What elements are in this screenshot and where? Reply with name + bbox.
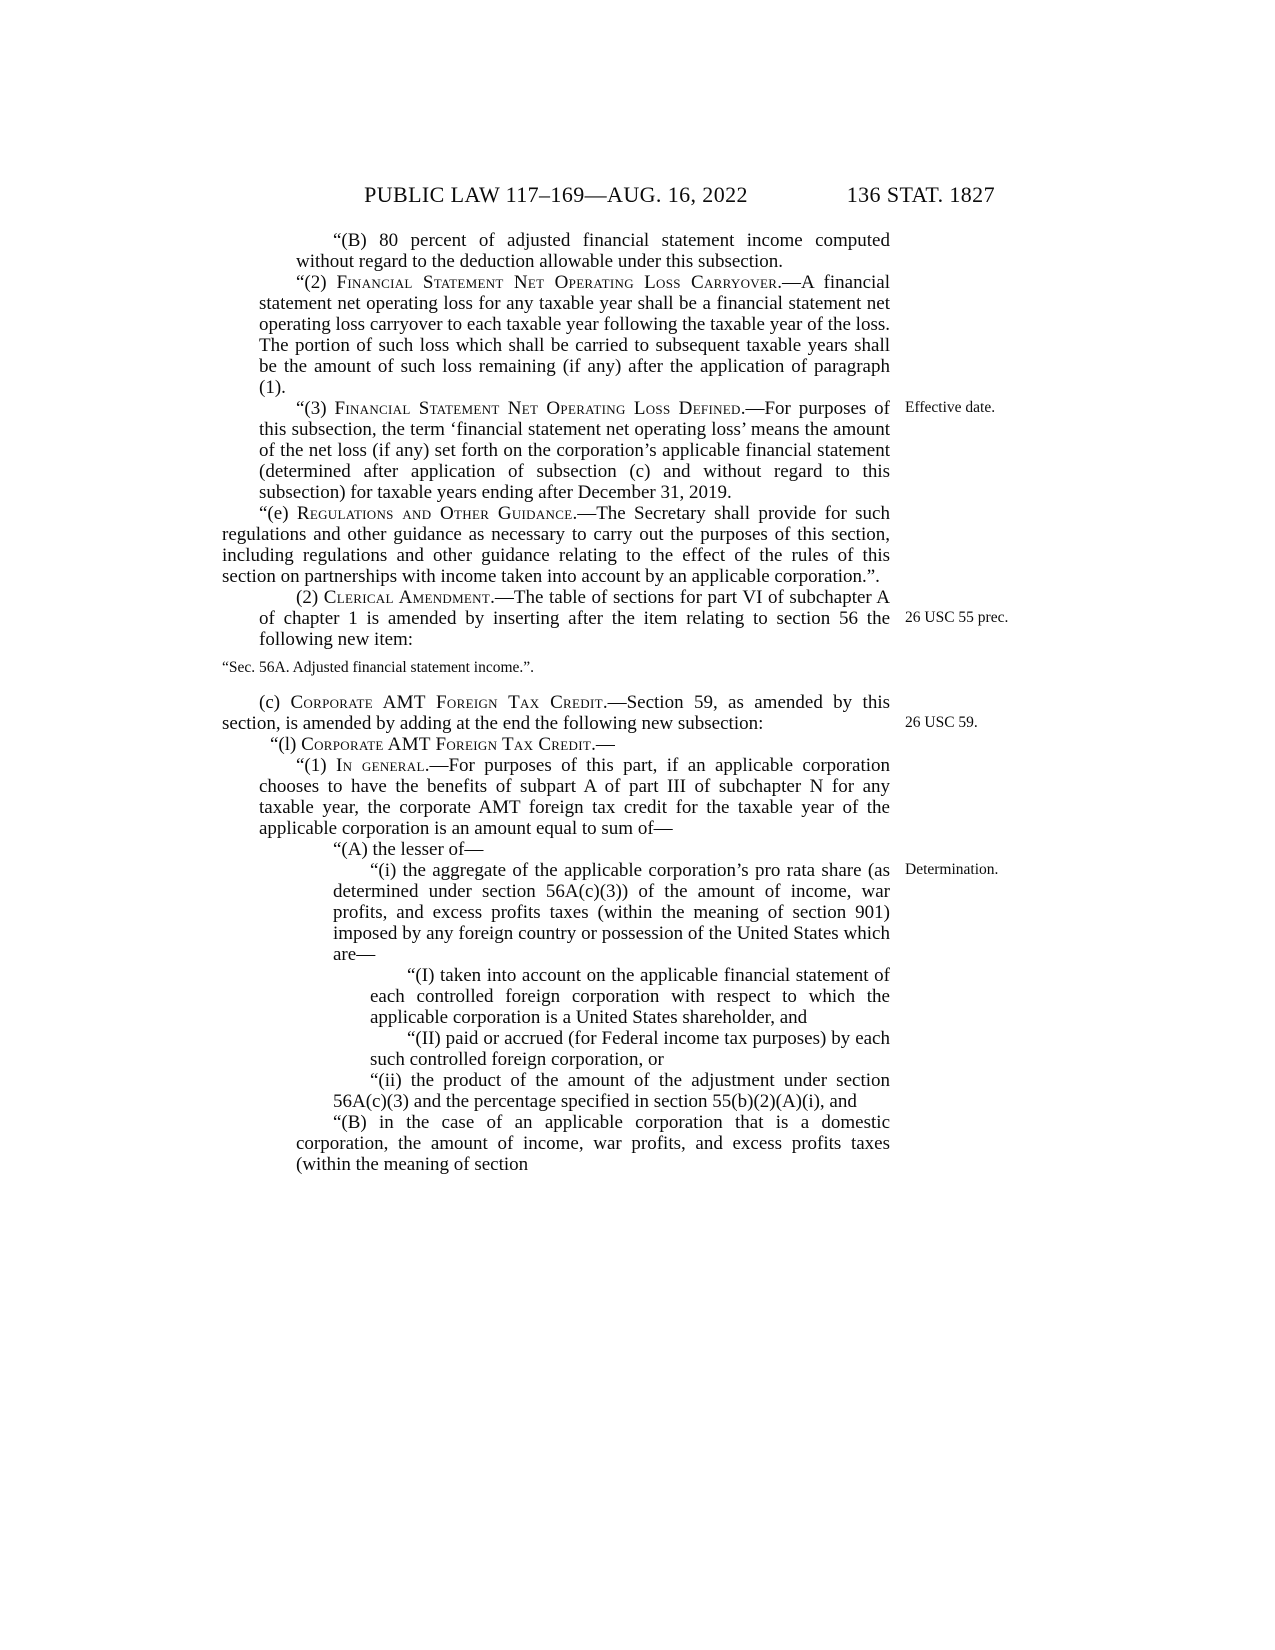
subparagraph-A-lesser-of <box>296 839 890 860</box>
paragraph-1-in-general <box>259 755 890 839</box>
margin-note-26-usc-59: 26 USC 59. <box>905 714 978 731</box>
subparagraph-B-afsi <box>296 230 890 272</box>
clause-i-aggregate <box>333 860 999 965</box>
text-run: .— <box>591 734 615 755</box>
text-run: “(II) paid or accrued (for Federal income tax purposes) by each such controlled foreign corporation, or <box>370 1028 890 1070</box>
smallcaps-heading: Corporate AMT Foreign Tax Credit <box>290 692 603 713</box>
text-run: “(2) <box>296 272 337 293</box>
margin-note-effective-date: Effective date. <box>905 399 996 416</box>
paragraph-2-clerical-amendment <box>259 587 1009 650</box>
text-run: .—For purposes of this part, if an applicable corporation chooses to have the benefits of subpart A of part III of subchapter N for any taxable year, the corporate AMT foreign tax credit for the taxable year of the applicable corporation is an amount equal to sum of— <box>259 755 890 839</box>
text-run: (2) <box>296 587 324 608</box>
text-run: .—Section 59, as amended by this section, is amended by adding at the end the following new subsection: <box>222 692 890 734</box>
subclause-II-paid-or-accrued <box>370 1028 890 1070</box>
smallcaps-heading: Clerical Amendment <box>323 587 491 608</box>
smallcaps-heading: In general <box>335 755 425 776</box>
clause-ii-product <box>333 1070 890 1112</box>
smallcaps-heading: Corporate AMT Foreign Tax Credit <box>301 734 592 755</box>
text-run: .—For purposes of this subsection, the term ‘financial statement net operating loss’ means the amount of the net loss (if any) set forth on the corporation’s applicable financial statement (determined after application of subsection (c) and without regard to this subsection) for taxable years ending after December 31, 2019. <box>259 398 890 503</box>
subsection-c-corporate-amt-ftc <box>222 692 978 734</box>
text-run: “(I) taken into account on the applicable financial statement of each controlled foreign corporation with respect to which the applicable corporation is a United States shareholder, and <box>370 965 890 1028</box>
text-run: “(B) 80 percent of adjusted financial statement income computed without regard to the deduction allowable under this subsection. <box>296 230 890 272</box>
text-run: “(i) the aggregate of the applicable corporation’s pro rata share (as determined under section 56A(c)(3)) of the amount of income, war profits, and excess profits taxes (within the meaning of section 901) imposed by any foreign country or possession of the United States which are— <box>333 860 890 965</box>
text-run: (c) <box>259 692 291 713</box>
page-header-law-title: PUBLIC LAW 117–169—AUG. 16, 2022 <box>364 182 748 207</box>
smallcaps-heading: Regulations and Other Guidance <box>296 503 573 524</box>
text-run: “(A) the lesser of— <box>333 839 484 860</box>
text-run: “(ii) the product of the amount of the adjustment under section 56A(c)(3) and the percentage specified in section 55(b)(2)(A)(i), and <box>333 1070 890 1112</box>
text-run: “Sec. 56A. Adjusted financial statement income.”. <box>222 659 535 676</box>
text-run: .—The table of sections for part VI of subchapter A of chapter 1 is amended by inserting after the item relating to section 56 the following new item: <box>259 587 891 650</box>
subparagraph-B-domestic-corporation <box>296 1112 890 1175</box>
text-run: “(B) in the case of an applicable corporation that is a domestic corporation, the amount of income, war profits, and excess profits taxes (within the meaning of section <box>296 1112 890 1175</box>
text-run: “(3) <box>296 398 335 419</box>
page-header-stat-number: 136 STAT. 1827 <box>846 182 995 207</box>
text-run: .—A financial statement net operating loss for any taxable year shall be a financial statement net operating loss carryover to each taxable year following the taxable year of the loss. The portion of such loss which shall be carried to subsequent taxable years shall be the amount of such loss remaining (if any) after the application of paragraph (1). <box>259 272 891 398</box>
table-of-sections-item <box>222 659 890 677</box>
text-run: .—The Secretary shall provide for such regulations and other guidance as necessary to carry out the purposes of this section, including regulations and other guidance relating to the effect of the rules of this section on partnerships with income taken into account by an applicable corporation.”. <box>222 503 890 587</box>
text-run: “(e) <box>259 503 297 524</box>
smallcaps-heading: Financial Statement Net Operating Loss Defined <box>334 398 741 419</box>
subsection-e-regulations <box>222 503 890 587</box>
statute-body <box>222 230 1009 1175</box>
smallcaps-heading: Financial Statement Net Operating Loss Carryover <box>336 272 778 293</box>
text-run: “(1) <box>296 755 336 776</box>
subclause-I-taken-into-account <box>370 965 890 1028</box>
subsection-l-heading <box>222 734 890 755</box>
paragraph-2-nol-carryover <box>259 272 890 398</box>
paragraph-3-nol-defined <box>259 398 996 503</box>
margin-note-determination: Determination. <box>905 861 999 878</box>
text-run: “(l) <box>270 734 302 755</box>
margin-note-26-usc-55-prec: 26 USC 55 prec. <box>905 609 1009 626</box>
